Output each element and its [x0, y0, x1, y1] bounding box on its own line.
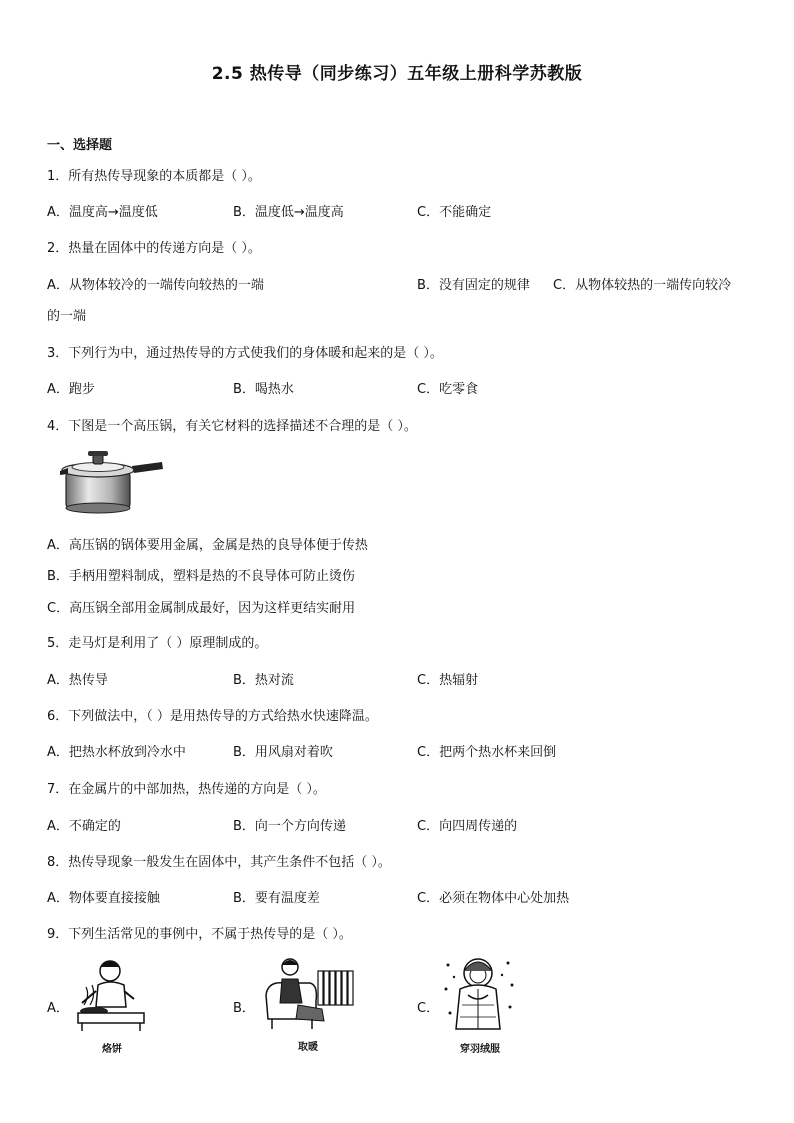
question-8-stem: 8．热传导现象一般发生在固体中，其产生条件不包括（ ）。	[47, 855, 391, 870]
question-4-option-b[interactable]: B．手柄用塑料制成，塑料是热的不良导体可防止烫伤	[47, 569, 355, 584]
question-9-caption-b: 取暖	[298, 1042, 318, 1053]
question-6-stem: 6．下列做法中，（ ）是用热传导的方式给热水快速降温。	[47, 709, 378, 724]
question-2-stem: 2．热量在固体中的传递方向是（ ）。	[47, 241, 261, 256]
question-8-option-b[interactable]: B．要有温度差	[233, 891, 320, 906]
question-8-option-c[interactable]: C．必须在物体中心处加热	[417, 891, 570, 906]
question-3-option-b[interactable]: B．喝热水	[233, 382, 294, 397]
question-5-stem: 5．走马灯是利用了（ ）原理制成的。	[47, 636, 268, 651]
question-3-stem: 3．下列行为中，通过热传导的方式使我们的身体暖和起来的是（ ）。	[47, 346, 443, 361]
question-1-option-b[interactable]: B．温度低→温度高	[233, 205, 344, 220]
question-8-option-a[interactable]: A．物体要直接接触	[47, 891, 160, 906]
down-jacket-image	[438, 955, 522, 1039]
question-3-option-a[interactable]: A．跑步	[47, 382, 95, 397]
question-4-option-c[interactable]: C．高压锅全部用金属制成最好，因为这样更结实耐用	[47, 601, 356, 616]
question-7-option-c[interactable]: C．向四周传递的	[417, 819, 518, 834]
question-2-option-a[interactable]: A．从物体较冷的一端传向较热的一端	[47, 278, 264, 293]
question-6-option-a[interactable]: A．把热水杯放到冷水中	[47, 745, 186, 760]
question-9-option-c[interactable]: C．	[417, 1001, 440, 1016]
question-9-option-b[interactable]: B．	[233, 1001, 255, 1016]
question-6-option-c[interactable]: C．把两个热水杯来回倒	[417, 745, 557, 760]
question-2-option-b[interactable]: B．没有固定的规律	[417, 278, 530, 293]
question-9-caption-a: 烙饼	[102, 1044, 122, 1055]
baking-pancake-image	[72, 955, 152, 1037]
question-6-option-b[interactable]: B．用风扇对着吹	[233, 745, 333, 760]
page-title: 2.5 热传导（同步练习）五年级上册科学苏教版	[211, 64, 583, 84]
question-1-stem: 1．所有热传导现象的本质都是（ ）。	[47, 169, 261, 184]
question-7-stem: 7．在金属片的中部加热，热传递的方向是（ ）。	[47, 782, 326, 797]
question-3-option-c[interactable]: C．吃零食	[417, 382, 479, 397]
question-5-option-c[interactable]: C．热辐射	[417, 673, 479, 688]
section-heading: 一、选择题	[47, 138, 113, 153]
question-7-option-b[interactable]: B．向一个方向传递	[233, 819, 346, 834]
question-1-option-c[interactable]: C．不能确定	[417, 205, 492, 220]
question-5-option-a[interactable]: A．热传导	[47, 673, 108, 688]
pressure-cooker-image	[58, 446, 166, 516]
question-9-option-a[interactable]: A．	[47, 1001, 69, 1016]
question-4-option-a[interactable]: A．高压锅的锅体要用金属，金属是热的良导体便于传热	[47, 538, 368, 553]
question-7-option-a[interactable]: A．不确定的	[47, 819, 121, 834]
question-9-stem: 9．下列生活常见的事例中，不属于热传导的是（ ）。	[47, 927, 352, 942]
question-2-option-c-continuation: 的一端	[47, 309, 87, 324]
question-9-caption-c: 穿羽绒服	[460, 1044, 500, 1055]
question-5-option-b[interactable]: B．热对流	[233, 673, 294, 688]
question-1-option-a[interactable]: A．温度高→温度低	[47, 205, 158, 220]
question-4-stem: 4．下图是一个高压锅，有关它材料的选择描述不合理的是（ ）。	[47, 419, 417, 434]
question-2-option-c[interactable]: C．从物体较热的一端传向较冷	[553, 278, 732, 293]
heating-radiator-image	[262, 955, 358, 1035]
